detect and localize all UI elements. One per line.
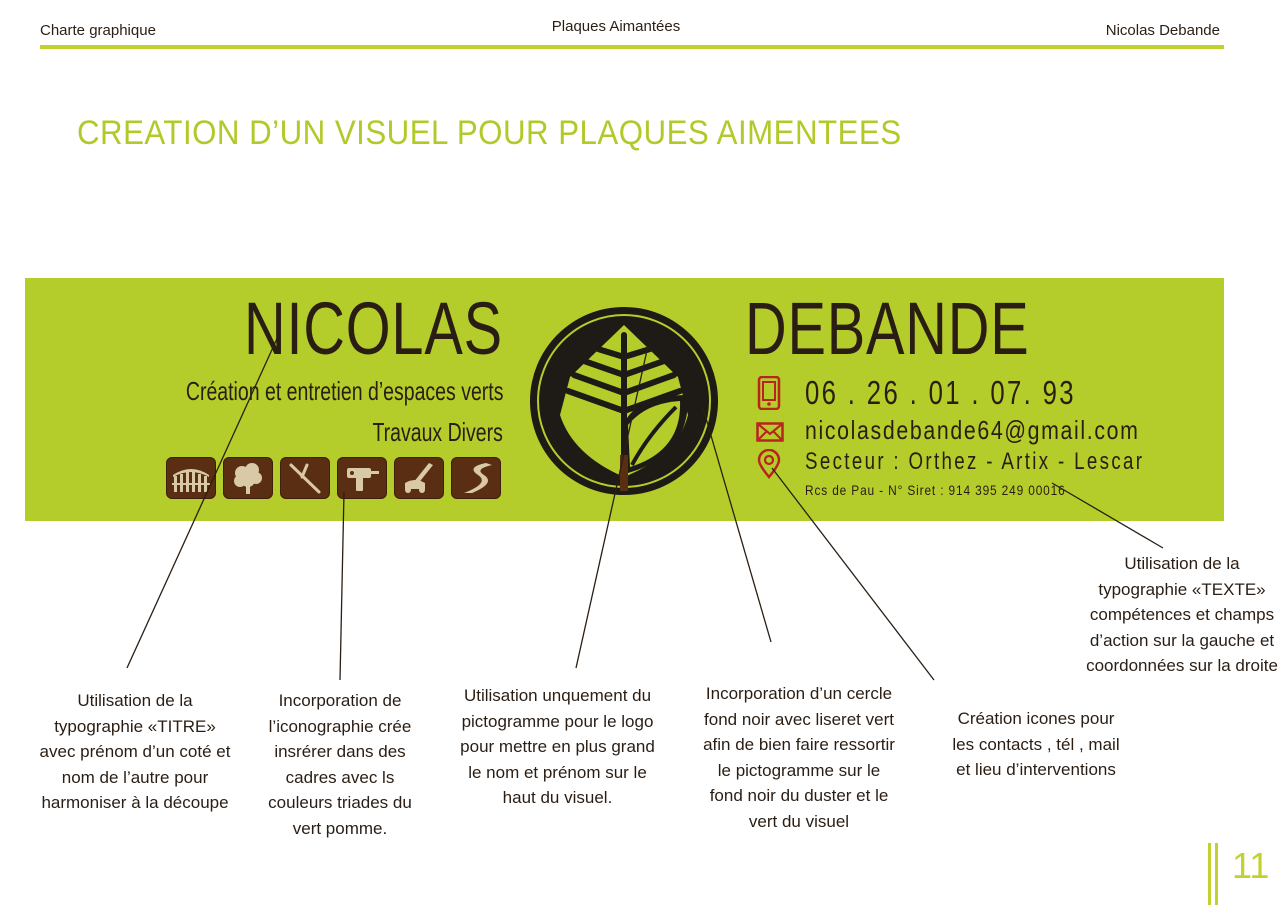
- mail-icon: [756, 422, 784, 442]
- header-right-label: Nicolas Debande: [1105, 22, 1220, 39]
- drill-icon: [337, 457, 387, 499]
- mower-icon: [394, 457, 444, 499]
- leaf-logo-icon: [528, 305, 720, 497]
- header-left-label: Charte graphique: [40, 22, 156, 39]
- page-number: 11: [1232, 845, 1270, 886]
- note-circle: Incorporation d’un cercle fond noir avec liseret vert afin de bien faire ressortir le pictogramme sur le fond noir du duster et le vert du visuel: [703, 684, 895, 831]
- header-divider: [40, 45, 1224, 49]
- last-name: DEBANDE: [745, 287, 1030, 370]
- note-typography-text: Utilisation de la typographie «TEXTE» compétences et champs d’action sur la gauche et coordonnées sur la droite: [1086, 554, 1278, 675]
- activity-line-1: Création et entretien d’espaces verts: [185, 376, 503, 406]
- email-address: nicolasdebande64@gmail.com: [805, 415, 1140, 445]
- rcs-siret: Rcs de Pau - N° Siret : 914 395 249 00016: [805, 482, 1066, 498]
- phone-number: 06 . 26 . 01 . 07. 93: [805, 374, 1076, 411]
- note-typography-title: Utilisation de la typographie «TITRE» avec prénom d’un coté et nom de l’autre pour harmoniser à la découpe: [39, 691, 231, 812]
- location-pin-icon: [757, 449, 781, 479]
- note-pictogram: Utilisation unquement du pictogramme pour le logo pour mettre en plus grand le nom et prénom sur le haut du visuel.: [460, 686, 655, 807]
- tree-icon: [223, 457, 273, 499]
- note-contact-icons: Création icones pour les contacts , tél , mail et lieu d’interventions: [952, 709, 1120, 779]
- activity-line-2: Travaux Divers: [372, 417, 503, 447]
- phone-icon: [757, 376, 781, 410]
- header-center-label: Plaques Aimantées: [551, 18, 681, 35]
- page-title: CREATION D’UN VISUEL POUR PLAQUES AIMENTEES: [77, 114, 902, 152]
- note-iconography: Incorporation de l’iconographie crée insrérer dans des cadres avec ls couleurs triades du vert pomme.: [268, 691, 412, 838]
- service-icons: [166, 457, 501, 499]
- pruner-icon: [280, 457, 330, 499]
- service-area: Secteur : Orthez - Artix - Lescar: [805, 448, 1145, 475]
- fence-icon: [166, 457, 216, 499]
- page-marker-bars: [1208, 843, 1220, 905]
- path-icon: [451, 457, 501, 499]
- first-name: NICOLAS: [244, 287, 503, 370]
